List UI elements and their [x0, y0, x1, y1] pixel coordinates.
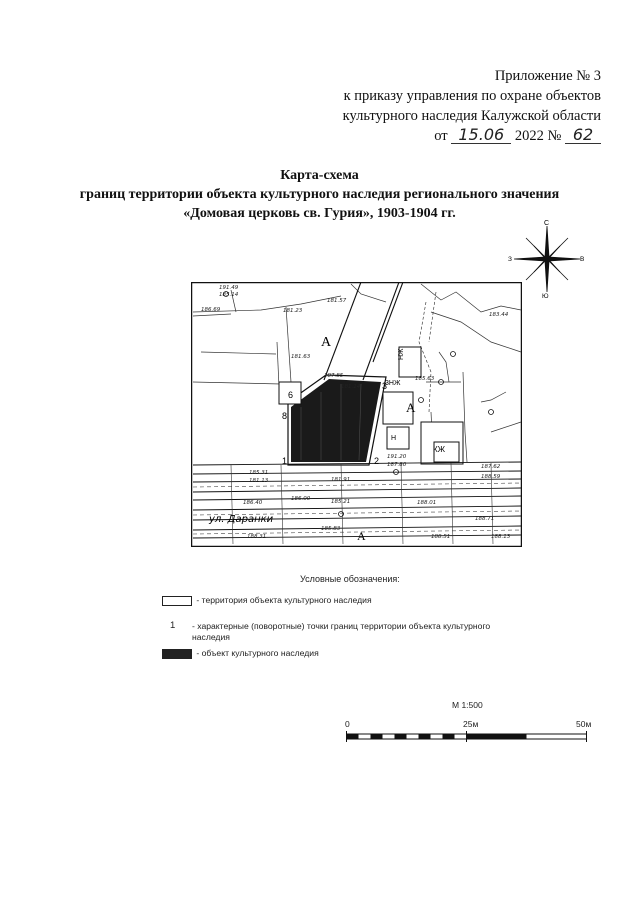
elev-mark: 186.00	[291, 496, 311, 502]
order-reference: к приказу управления по охране объектов	[343, 88, 601, 104]
scale-label: М 1:500	[452, 700, 483, 710]
elev-mark: 187.85	[324, 373, 344, 379]
order-date-line	[343, 126, 601, 146]
scale-tick-50: 50м	[576, 719, 592, 729]
appendix-number: Приложение № 3	[494, 68, 601, 84]
elev-mark: 181.13	[249, 478, 269, 484]
plot-label-a-main: А	[321, 335, 332, 350]
legend-text: - объект культурного наследия	[196, 648, 319, 659]
title-line-2: границ территории объекта культурного наследия регионального значения	[79, 187, 560, 202]
legend-item-territory	[162, 595, 542, 606]
document-title	[0, 166, 639, 223]
building-label-kzh: КЖ	[433, 445, 446, 454]
elev-mark: 181.57	[327, 298, 347, 304]
order-year: 2022 №	[514, 128, 562, 144]
scale-bar	[346, 731, 588, 743]
elev-mark: 188.01	[417, 500, 437, 506]
compass-south: Ю	[542, 293, 549, 298]
legend-point-symbol: 1	[170, 620, 176, 631]
title-line-1: Карта-схема	[280, 168, 359, 183]
elev-mark: 186.40	[243, 500, 263, 506]
elev-mark: 181.14	[341, 384, 361, 390]
plot-label-a-bottom: А	[357, 529, 366, 543]
elev-mark: 185.21	[331, 499, 351, 505]
order-number: 62	[565, 126, 601, 144]
boundary-point-2: 2	[374, 456, 380, 466]
boundary-point-1: 1	[282, 456, 288, 466]
building-label-n: Н	[391, 435, 397, 442]
authority-name: культурного наследия Калужской области	[342, 108, 601, 124]
elev-mark: 191.49	[219, 285, 239, 291]
legend-text: - территория объекта культурного наследия	[196, 595, 372, 606]
elev-mark: 185.31	[249, 470, 269, 476]
scale-tick-0: 0	[345, 719, 350, 729]
boundary-point-3: 3	[382, 381, 388, 391]
order-date: 15.06	[451, 126, 511, 144]
boundary-point-8: 8	[282, 411, 288, 421]
compass-east: В	[580, 256, 585, 263]
elev-mark: 188.71	[475, 516, 495, 522]
title-line-3: «Домовая церковь св. Гурия», 1903-1904 гг.	[183, 206, 456, 221]
building-label-nzh: НЖ	[398, 348, 405, 360]
legend-title: Условные обозначения:	[300, 574, 400, 584]
compass-north: С	[544, 220, 550, 227]
elev-mark: 185.63	[415, 376, 435, 382]
legend-item-points	[170, 620, 530, 643]
legend-filled-symbol	[162, 649, 192, 659]
boundary-point-6: 6	[288, 390, 294, 400]
legend-text: - характерные (поворотные) точки границ территории объекта культурного наследия	[192, 621, 491, 642]
legend-item-object	[162, 648, 542, 659]
street-name-label: ул. Даранки	[209, 514, 274, 525]
date-prefix: от	[434, 128, 448, 144]
elev-mark: 181.23	[283, 308, 303, 314]
elev-mark: 181.63	[291, 354, 311, 360]
elev-mark: 183.44	[489, 312, 509, 318]
elev-mark: 181.91	[331, 477, 351, 483]
legend-outline-symbol	[162, 596, 192, 606]
elev-mark: 187.62	[481, 464, 501, 470]
appendix-header	[343, 66, 601, 146]
elev-mark: 188.59	[481, 474, 501, 480]
elev-mark: 188.51	[431, 534, 451, 540]
cadastral-map	[191, 282, 522, 547]
plot-label-a-right: А	[406, 400, 416, 415]
elev-mark: 187.80	[387, 462, 407, 468]
elev-mark: 186.69	[201, 307, 221, 313]
elev-mark: 188.31	[247, 534, 267, 540]
elev-mark: 185.83	[321, 526, 341, 532]
elev-mark: 191.20	[387, 454, 407, 460]
compass-west: З	[508, 256, 512, 263]
elev-mark: 188.13	[491, 534, 511, 540]
elev-mark: 185.14	[219, 292, 239, 298]
building-label-ze: 3НЖ	[385, 380, 401, 387]
scale-tick-25: 25м	[463, 719, 479, 729]
